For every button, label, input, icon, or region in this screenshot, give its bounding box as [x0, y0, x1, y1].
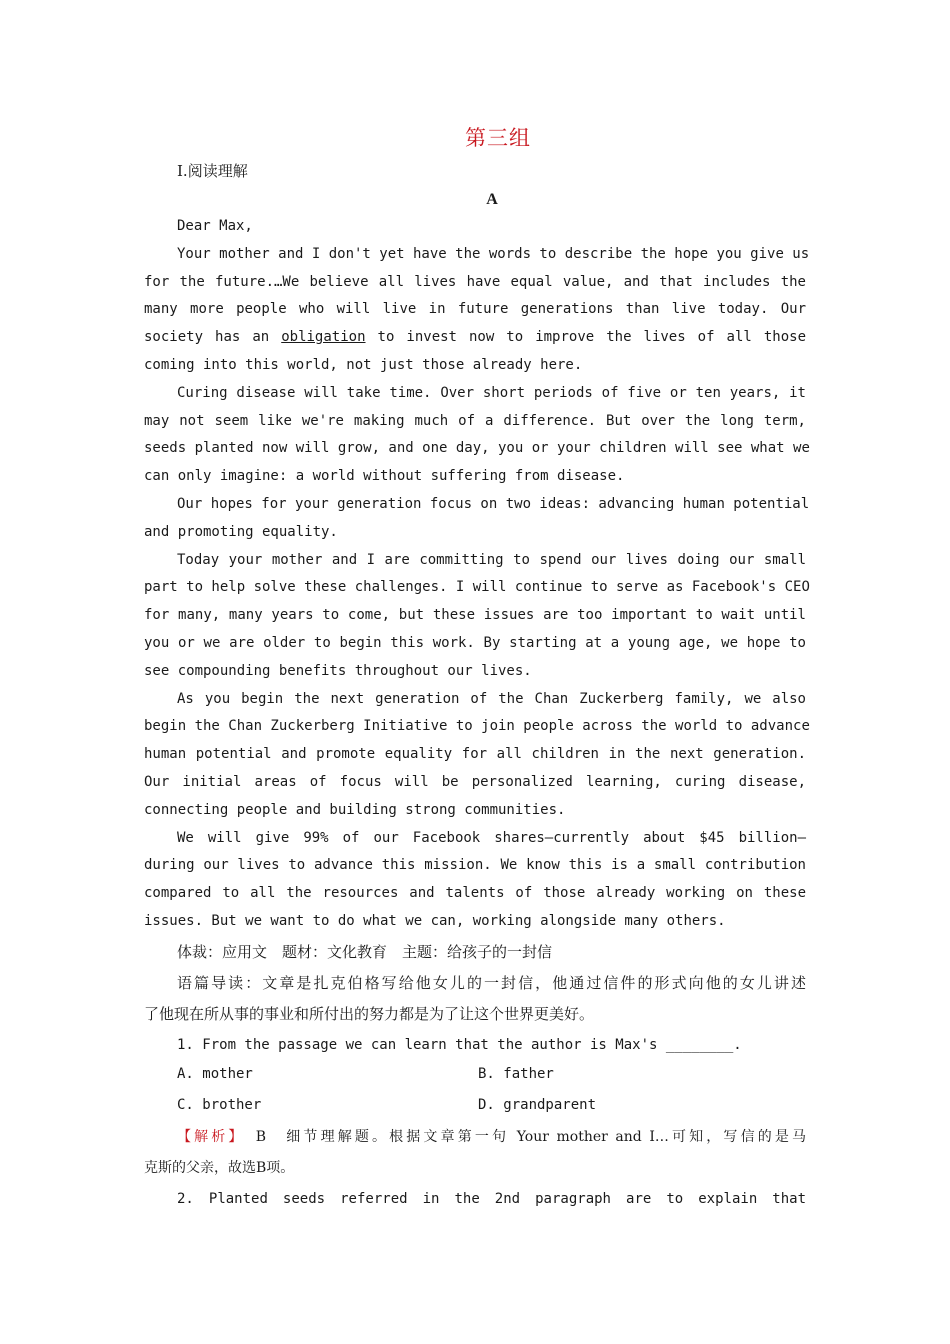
- letter-line: We will give 99% of our Facebook shares—currently about $45 billion—: [177, 829, 806, 846]
- letter-line: Your mother and I don't yet have the words to describe the hope you give us: [177, 245, 810, 262]
- options-row: [177, 1097, 807, 1125]
- letter-line: Our hopes for your generation focus on two ideas: advancing human potential: [177, 495, 810, 512]
- letter-body: [144, 213, 810, 936]
- letter-line: [144, 324, 806, 352]
- letter-line: coming into this world, not just those already here.: [144, 356, 583, 373]
- letter-line: part to help solve these challenges. I will continue to serve as Facebook's CEO: [144, 579, 810, 596]
- letter-line: seeds planted now will grow, and one day, you or your children will see what we: [144, 440, 810, 457]
- letter-line: for many, many years to come, but these issues are too important to wait until: [144, 607, 806, 624]
- letter-line: human potential and promote equality for all children in the next generation.: [144, 746, 806, 763]
- letter-line: during our lives to advance this mission. We know this is a small contribution: [144, 857, 806, 874]
- guide-line: 了他现在所从事的事业和所付出的努力都是为了让这个世界更美好。: [144, 1005, 595, 1023]
- letter-line: can only imagine: a world without suffering from disease.: [144, 468, 625, 485]
- analysis-line: [144, 1122, 806, 1153]
- options-row: [177, 1066, 807, 1094]
- text-fragment: society has an: [144, 329, 282, 346]
- question-1: [144, 1030, 806, 1061]
- section-label: Ⅰ.阅读理解: [177, 162, 248, 180]
- letter-line: issues. But we want to do what we can, working alongside many others.: [144, 912, 726, 929]
- letter-line: and promoting equality.: [144, 523, 338, 540]
- letter-line: many more people who will live in future generations than live today. Our: [144, 301, 806, 318]
- letter-line: Today your mother and I are committing to spend our lives doing our small: [177, 551, 806, 568]
- letter-line: Curing disease will take time. Over short periods of five or ten years, it: [177, 384, 806, 401]
- text-fragment: to invest now to improve the lives of all those: [365, 329, 807, 346]
- letter-line: begin the Chan Zuckerberg Initiative to join people across the world to advance: [144, 718, 810, 735]
- letter-line: Our initial areas of focus will be personalized learning, curing disease,: [144, 773, 806, 790]
- guide-line: 语篇导读：文章是扎克伯格写给他女儿的一封信，他通过信件的形式向他的女儿讲述: [177, 974, 806, 992]
- letter-line: for the future.…We believe all lives have equal value, and that includes the: [144, 273, 806, 290]
- option-b: B. father: [478, 1066, 554, 1082]
- letter-line: connecting people and building strong communities.: [144, 801, 566, 818]
- question-2: [144, 1184, 806, 1215]
- option-a: A. mother: [177, 1066, 253, 1082]
- letter-line: you or we are older to begin this work. By starting at a young age, we hope to: [144, 634, 806, 651]
- option-c: C. brother: [177, 1097, 262, 1113]
- letter-greeting: Dear Max,: [177, 218, 253, 234]
- passage-meta: [144, 937, 806, 1030]
- analysis-tag: 【解析】: [177, 1129, 239, 1145]
- genre-line: 体裁：应用文 题材：文化教育 主题：给孩子的一封信: [177, 943, 553, 961]
- analysis-text: B 细节理解题。根据文章第一句 Your mother and I…可知，写信的是马: [238, 1129, 807, 1145]
- question-stem: 2. Planted seeds referred in the 2nd paragraph are to explain that: [177, 1191, 806, 1207]
- letter-line: compared to all the resources and talents of those already working on these: [144, 885, 806, 902]
- question-stem: 1. From the passage we can learn that the author is Max's ________.: [177, 1037, 742, 1053]
- analysis-block: [144, 1122, 806, 1184]
- letter-line: As you begin the next generation of the Chan Zuckerberg family, we also: [177, 690, 806, 707]
- underlined-word: obligation: [281, 329, 366, 346]
- page-title: 第三组: [465, 126, 531, 150]
- analysis-line: 克斯的父亲，故选B项。: [144, 1160, 295, 1176]
- letter-line: may not seem like we're making much of a difference. But over the long term,: [144, 412, 806, 429]
- option-d: D. grandparent: [478, 1097, 597, 1113]
- part-label: A: [486, 191, 498, 208]
- letter-line: see compounding benefits throughout our lives.: [144, 662, 532, 679]
